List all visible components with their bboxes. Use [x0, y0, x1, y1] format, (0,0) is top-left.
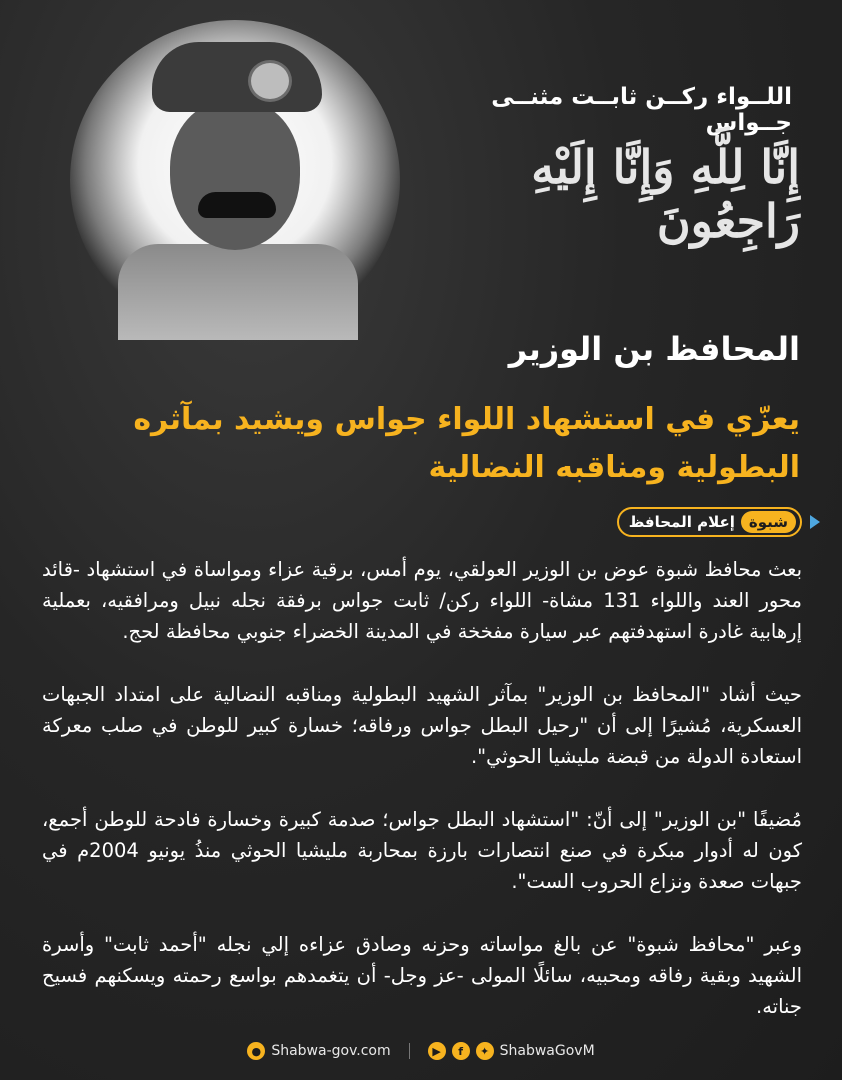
- source-tag: [617, 507, 802, 537]
- facebook-icon[interactable]: f: [452, 1042, 470, 1060]
- headline-line-2: البطولية ومناقبه النضالية: [428, 450, 800, 485]
- uniform-collar: [118, 244, 358, 340]
- website-link[interactable]: [247, 1042, 390, 1060]
- social-links: [428, 1042, 595, 1060]
- paragraph: وعبر "محافظ شبوة" عن بالغ مواساته وحزنه وصادق عزاءه إلي نجله "أحمد ثابت" وأسرة الشهيد وبقية رفاقه ومحبيه، سائلًا المولى -عز وجل- أن يتغمدهم بواسع رحمته ويسكنهم فسيح جناته.: [42, 933, 802, 1018]
- divider: [409, 1043, 410, 1059]
- article-headline: [100, 396, 800, 492]
- website-text: Shabwa-gov.com: [271, 1043, 391, 1059]
- paragraph: بعث محافظ شبوة عوض بن الوزير العولقي، يوم أمس، برقية عزاء ومواساة في استشهاد -قائد محور العند واللواء 131 مشاة- اللواء ركن/ ثابت جواس برفقة نجله نبيل ومرافقيه، بعملية إرهابية غادرة استهدفتهم عبر سيارة مفخخة في المدينة الخضراء جنوبي محافظة لحج.: [42, 558, 802, 643]
- face: [170, 100, 300, 250]
- source-tag-region: شبوة: [741, 511, 796, 533]
- pointer-icon: [810, 515, 820, 529]
- paragraph: حيث أشاد "المحافظ بن الوزير" بمآثر الشهيد البطولية ومناقبه النضالية على امتداد الجبهات العسكرية، مُشيرًا إلى أن "رحيل البطل جواس ورفاقه؛ خسارة كبير للوطن في صلب معركة استعادة الدولة من قبضة مليشيا الحوثي".: [42, 683, 802, 768]
- paragraph: مُضيفًا "بن الوزير" إلى أنّ: "استشهاد البطل جواس؛ صدمة كبيرة وخسارة فادحة للوطن أجمع، كون له أدوار مبكرة في صنع انتصارات بارزة بمحاربة مليشيا الحوثي منذُ يونيو 2004م في جبهات صعدة ونزاع الحروب الست".: [42, 808, 802, 893]
- source-label: [617, 507, 820, 537]
- footer: [0, 1036, 842, 1066]
- quran-verse: إِنَّا لِلَّهِ وَإِنَّا إِلَيْهِ رَاجِعُونَ: [531, 140, 800, 248]
- source-tag-office: إعلام المحافظ: [628, 513, 735, 531]
- twitter-icon[interactable]: ✦: [476, 1042, 494, 1060]
- article-body: [42, 554, 802, 1054]
- general-name: اللــواء ركــن ثابــت مثنــى جــواس: [491, 84, 792, 136]
- youtube-icon[interactable]: ▶: [428, 1042, 446, 1060]
- beret: [152, 42, 322, 112]
- general-portrait: [70, 20, 400, 340]
- social-handle: ShabwaGovM: [499, 1043, 595, 1059]
- globe-icon: ●: [247, 1042, 265, 1060]
- mustache: [198, 192, 276, 218]
- headline-line-1: يعزّي في استشهاد اللواء جواس ويشيد بمآثره: [133, 402, 800, 437]
- beret-badge-icon: [248, 60, 292, 102]
- article-speaker: المحافظ بن الوزير: [508, 330, 800, 368]
